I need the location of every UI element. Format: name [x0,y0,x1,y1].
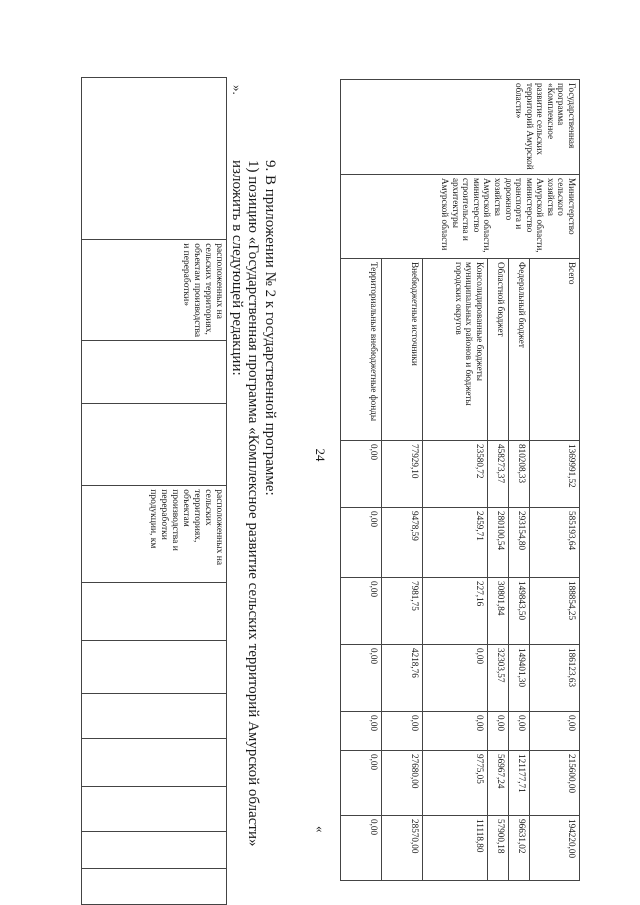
value-cell: 56967,24 [488,751,509,816]
heading-line-1: 9. В приложении № 2 к государственной программе: [262,160,278,496]
value-cell: 28570,00 [382,816,423,881]
heading-line-3: изложить в следующей редакции: [229,160,245,376]
value-cell: 11118,80 [423,816,488,881]
value-cell: 0,00 [341,816,382,881]
value-cell: 2459,71 [423,508,488,578]
executors-cell: Министерство сельского хозяйства Амурской области, министерство транспорта и дорожного хозяйства Амурской области, министерство строительства и архитектуры Амурской области [341,175,580,259]
value-cell: 9775,05 [423,751,488,816]
table-cell [82,738,227,787]
table-cell [82,868,227,904]
value-cell: 0,00 [341,441,382,508]
amendment-heading [229,160,279,847]
value-cell: 30801,84 [488,578,509,645]
source-cell: Консолидированные бюджеты муниципальных районов и бюджеты городских округов [423,259,488,441]
value-cell: 293154,80 [509,508,530,578]
value-cell: 96631,02 [509,816,530,881]
table-cell [82,583,227,640]
value-cell: 23580,72 [423,441,488,508]
table-cell [82,693,227,738]
value-cell: 32303,57 [488,645,509,712]
value-cell: 0,00 [423,645,488,712]
value-cell: 186123,63 [530,645,580,712]
table-cell [82,78,227,240]
value-cell: 0,00 [488,712,509,751]
value-cell: 0,00 [341,645,382,712]
continued-table [81,77,227,905]
value-cell: 0,00 [341,712,382,751]
value-cell: 4218,76 [382,645,423,712]
value-cell: 458273,37 [488,441,509,508]
value-cell: 27680,00 [382,751,423,816]
value-cell: 77929,10 [382,441,423,508]
source-cell: Областной бюджет [488,259,509,441]
value-cell: 194220,00 [530,816,580,881]
value-cell: 149401,30 [509,645,530,712]
table-row [82,78,227,905]
value-cell: 280100,54 [488,508,509,578]
value-cell: 1369991,52 [530,441,580,508]
value-cell: 188854,25 [530,578,580,645]
value-cell: 0,00 [341,508,382,578]
value-cell: 149843,50 [509,578,530,645]
value-cell: 9478,59 [382,508,423,578]
source-cell: Федеральный бюджет [509,259,530,441]
value-cell: 0,00 [509,712,530,751]
table-cell [82,403,227,486]
value-cell: 227,16 [423,578,488,645]
heading-line-2: 1) позицию «Государственная программа «Комплексное развитие сельских территорий Амурской области» [245,160,262,847]
table-cell [82,341,227,403]
source-cell: Всего [530,259,580,441]
value-cell: 57900,18 [488,816,509,881]
table-cell [82,832,227,868]
page-number: 24 [313,448,328,462]
source-cell: Территориальные внебюджетные фонды [341,259,382,441]
table-cell [82,640,227,693]
indicator-name-cell: расположенных на сельских территориях, объектам производства и переработки» [82,240,227,341]
table-cell [82,787,227,832]
opening-quote: « [313,826,328,833]
table-row [530,80,580,881]
value-cell: 7981,75 [382,578,423,645]
value-cell: 0,00 [423,712,488,751]
program-financing-table [340,79,580,881]
value-cell: 215600,00 [530,751,580,816]
value-cell: 810208,33 [509,441,530,508]
value-cell: 0,00 [530,712,580,751]
unit-cell: расположенных на сельских территориях, объектам производства и переработки продукции, км [82,486,227,583]
source-cell: Внебюджетные источники [382,259,423,441]
value-cell: 0,00 [341,751,382,816]
value-cell: 0,00 [341,578,382,645]
value-cell: 0,00 [382,712,423,751]
value-cell: 585193,64 [530,508,580,578]
value-cell: 121177,71 [509,751,530,816]
closing-quote: ». [230,85,245,95]
program-name-cell: Государственная программа «Комплексное развитие сельских территорий Амурской области» [341,80,580,175]
